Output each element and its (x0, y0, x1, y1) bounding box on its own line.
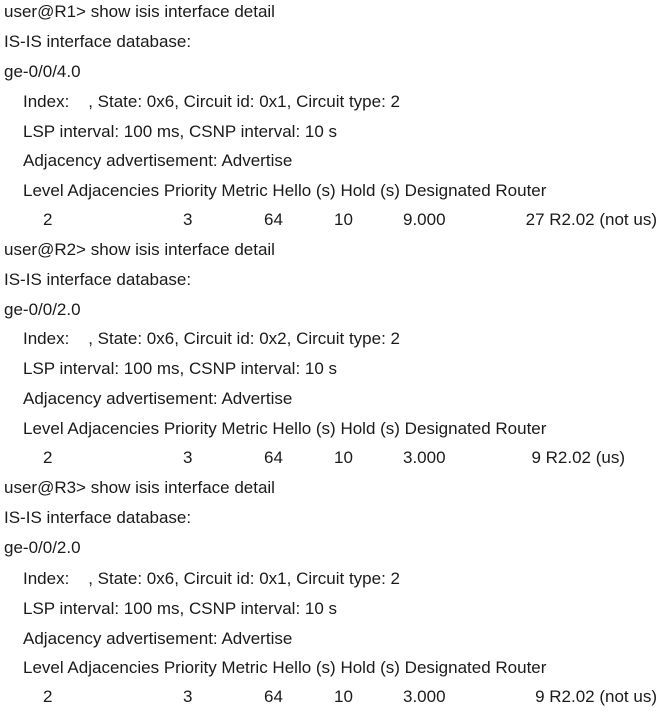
hello-hold-cell: 3.000 (403, 448, 446, 467)
index-line: Index: , State: 0x6, Circuit id: 0x1, Circuit type: 2 (23, 569, 400, 588)
index-line: Index: , State: 0x6, Circuit id: 0x1, Circuit type: 2 (23, 92, 400, 111)
interface-name: ge-0/0/4.0 (4, 62, 81, 81)
designated-router-cell: 9 R2.02 (not us) (535, 687, 657, 706)
interface-name: ge-0/0/2.0 (4, 300, 81, 319)
designated-router-cell: 9 R2.02 (us) (531, 448, 625, 467)
database-title: IS-IS interface database: (4, 508, 192, 527)
metric-cell: 10 (334, 448, 353, 467)
table-header: Level Adjacencies Priority Metric Hello (s) Hold (s) Designated Router (23, 658, 547, 677)
index-line: Index: , State: 0x6, Circuit id: 0x2, Circuit type: 2 (23, 329, 400, 348)
database-title: IS-IS interface database: (4, 32, 192, 51)
adjacency-line: Adjacency advertisement: Advertise (23, 151, 293, 170)
interval-line: LSP interval: 100 ms, CSNP interval: 10 s (23, 359, 338, 378)
level-cell: 2 (43, 687, 53, 706)
cli-prompt-r3: user@R3> show isis interface detail (4, 478, 275, 497)
level-cell: 2 (43, 210, 53, 229)
designated-router-cell: 27 R2.02 (not us) (525, 210, 657, 229)
hello-hold-cell: 9.000 (403, 210, 446, 229)
adjacency-line: Adjacency advertisement: Advertise (23, 389, 293, 408)
cli-prompt-r1: user@R1> show isis interface detail (4, 2, 275, 21)
priority-cell: 64 (264, 687, 283, 706)
table-header: Level Adjacencies Priority Metric Hello (s) Hold (s) Designated Router (23, 181, 547, 200)
metric-cell: 10 (334, 687, 353, 706)
priority-cell: 64 (264, 448, 283, 467)
adjacency-line: Adjacency advertisement: Advertise (23, 629, 293, 648)
interval-line: LSP interval: 100 ms, CSNP interval: 10 s (23, 599, 338, 618)
metric-cell: 10 (334, 210, 353, 229)
adjacencies-cell: 3 (183, 210, 193, 229)
interface-name: ge-0/0/2.0 (4, 538, 81, 557)
interval-line: LSP interval: 100 ms, CSNP interval: 10 s (23, 122, 338, 141)
database-title: IS-IS interface database: (4, 270, 192, 289)
level-cell: 2 (43, 448, 53, 467)
priority-cell: 64 (264, 210, 283, 229)
adjacencies-cell: 3 (183, 687, 193, 706)
hello-hold-cell: 3.000 (403, 687, 446, 706)
table-header: Level Adjacencies Priority Metric Hello (s) Hold (s) Designated Router (23, 419, 547, 438)
cli-prompt-r2: user@R2> show isis interface detail (4, 240, 275, 259)
adjacencies-cell: 3 (183, 448, 193, 467)
